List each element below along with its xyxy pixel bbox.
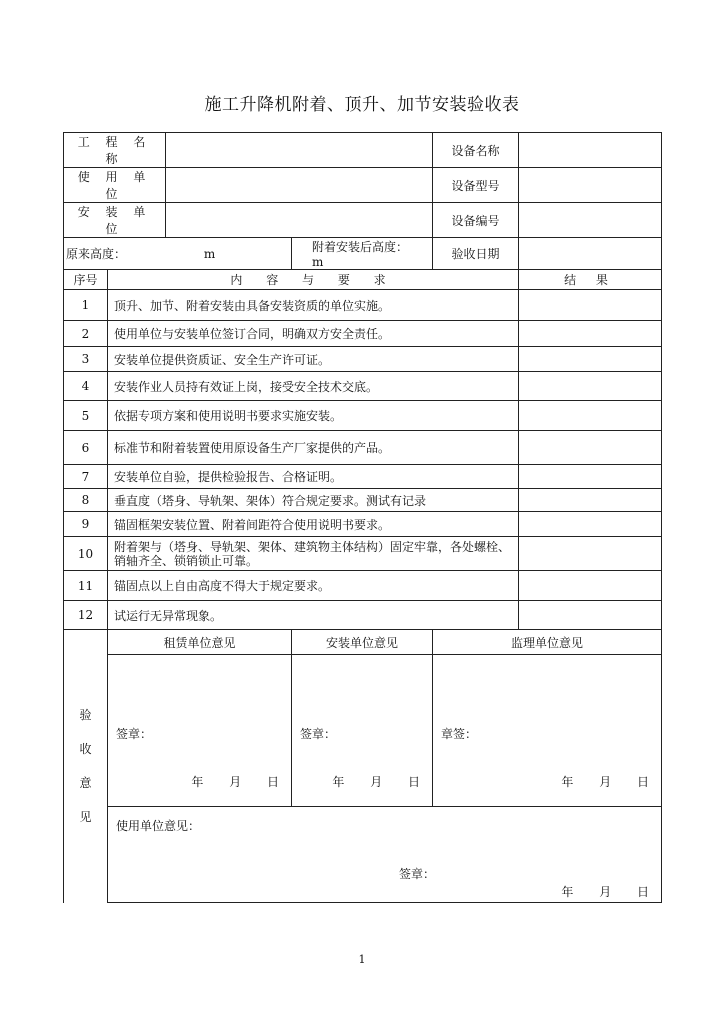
item-result[interactable] [519,465,662,489]
installer-opinion-box[interactable] [292,655,433,807]
equipment-name-label: 设备名称 [433,133,519,168]
result-header: 结 果 [519,270,662,290]
page-title: 施工升降机附着、顶升、加节安装验收表 [204,95,520,115]
supervisor-opinion-title: 监理单位意见 [433,630,662,655]
item-text: 使用单位与安装单位签订合同，明确双方安全责任。 [108,321,519,347]
item-result[interactable] [519,601,662,630]
item-number: 8 [64,489,108,512]
side-char: 意 [79,776,92,791]
item-number: 12 [64,601,108,630]
lessor-opinion-box[interactable] [108,655,292,807]
acceptance-date-label: 验收日期 [433,238,519,270]
install-unit-value[interactable] [166,203,433,238]
page-number: 1 [358,953,366,966]
item-result[interactable] [519,401,662,431]
acceptance-form-table [63,132,662,903]
after-height-cell[interactable] [292,238,433,270]
item-text: 安装单位自验，提供检验报告、合格证明。 [108,465,519,489]
project-name-value[interactable] [166,133,433,168]
table-row [64,537,662,571]
install-unit-label: 安 装 单 位 [64,203,166,238]
item-result[interactable] [519,512,662,537]
after-height-unit: m [312,255,324,269]
item-number: 10 [64,537,108,571]
table-row [64,512,662,537]
equipment-name-value[interactable] [519,133,662,168]
item-text: 试运行无异常现象。 [108,601,519,630]
user-sign-label: 签章： [399,867,436,881]
supervisor-opinion-box[interactable] [433,655,662,807]
table-row [64,290,662,321]
side-char: 收 [79,742,92,757]
table-row [64,372,662,401]
user-unit-opinion-box[interactable] [108,807,662,903]
equipment-number-label: 设备编号 [433,203,519,238]
equipment-model-label: 设备型号 [433,168,519,203]
item-result[interactable] [519,431,662,465]
table-row [64,401,662,431]
seq-header: 序号 [64,270,108,290]
item-text: 安装作业人员持有效证上岗，接受安全技术交底。 [108,372,519,401]
installer-sign-label: 签章： [300,727,337,741]
user-unit-value[interactable] [166,168,433,203]
item-text: 锚固框架安装位置、附着间距符合使用说明书要求。 [108,512,519,537]
item-number: 5 [64,401,108,431]
item-number: 2 [64,321,108,347]
supervisor-date: 年 月 日 [561,775,650,789]
item-text: 标准节和附着装置使用原设备生产厂家提供的产品。 [108,431,519,465]
item-text: 安装单位提供资质证、安全生产许可证。 [108,347,519,372]
acceptance-opinion-side-label [64,630,108,903]
item-number: 3 [64,347,108,372]
item-number: 11 [64,571,108,601]
table-row [64,347,662,372]
item-text: 锚固点以上自由高度不得大于规定要求。 [108,571,519,601]
content-header: 内 容 与 要 求 [108,270,519,290]
lessor-sign-label: 签章： [116,727,153,741]
item-number: 1 [64,290,108,321]
lessor-date: 年 月 日 [191,775,280,789]
equipment-model-value[interactable] [519,168,662,203]
item-text: 顶升、加节、附着安装由具备安装资质的单位实施。 [108,290,519,321]
item-result[interactable] [519,347,662,372]
original-height-unit: m [203,247,216,261]
item-text: 垂直度（塔身、导轨架、架体）符合规定要求。测试有记录 [108,489,519,512]
equipment-number-value[interactable] [519,203,662,238]
user-unit-label: 使 用 单 位 [64,168,166,203]
item-text: 附着架与（塔身、导轨架、架体、建筑物主体结构）固定牢靠，各处螺栓、销轴齐全、锁销锁止可靠。 [108,537,519,571]
item-result[interactable] [519,290,662,321]
item-result[interactable] [519,537,662,571]
table-row [64,465,662,489]
item-number: 4 [64,372,108,401]
user-date: 年 月 日 [561,885,650,899]
lessor-opinion-title: 租赁单位意见 [108,630,292,655]
item-result[interactable] [519,571,662,601]
original-height-cell[interactable] [64,238,292,270]
side-char: 验 [79,708,92,723]
item-text: 依据专项方案和使用说明书要求实施安装。 [108,401,519,431]
item-result[interactable] [519,321,662,347]
table-row [64,489,662,512]
installer-opinion-title: 安装单位意见 [292,630,433,655]
installer-date: 年 月 日 [332,775,421,789]
item-number: 9 [64,512,108,537]
user-opinion-label: 使用单位意见： [116,819,201,833]
item-result[interactable] [519,372,662,401]
project-name-label: 工 程 名 称 [64,133,166,168]
item-result[interactable] [519,489,662,512]
supervisor-sign-label: 章签： [441,727,478,741]
original-height-label: 原来高度： [66,247,127,261]
item-number: 6 [64,431,108,465]
side-char: 见 [79,810,92,825]
table-row [64,431,662,465]
table-row [64,571,662,601]
table-row [64,601,662,630]
table-row [64,321,662,347]
after-height-label: 附着安装后高度： [312,240,409,254]
item-number: 7 [64,465,108,489]
acceptance-date-value[interactable] [519,238,662,270]
